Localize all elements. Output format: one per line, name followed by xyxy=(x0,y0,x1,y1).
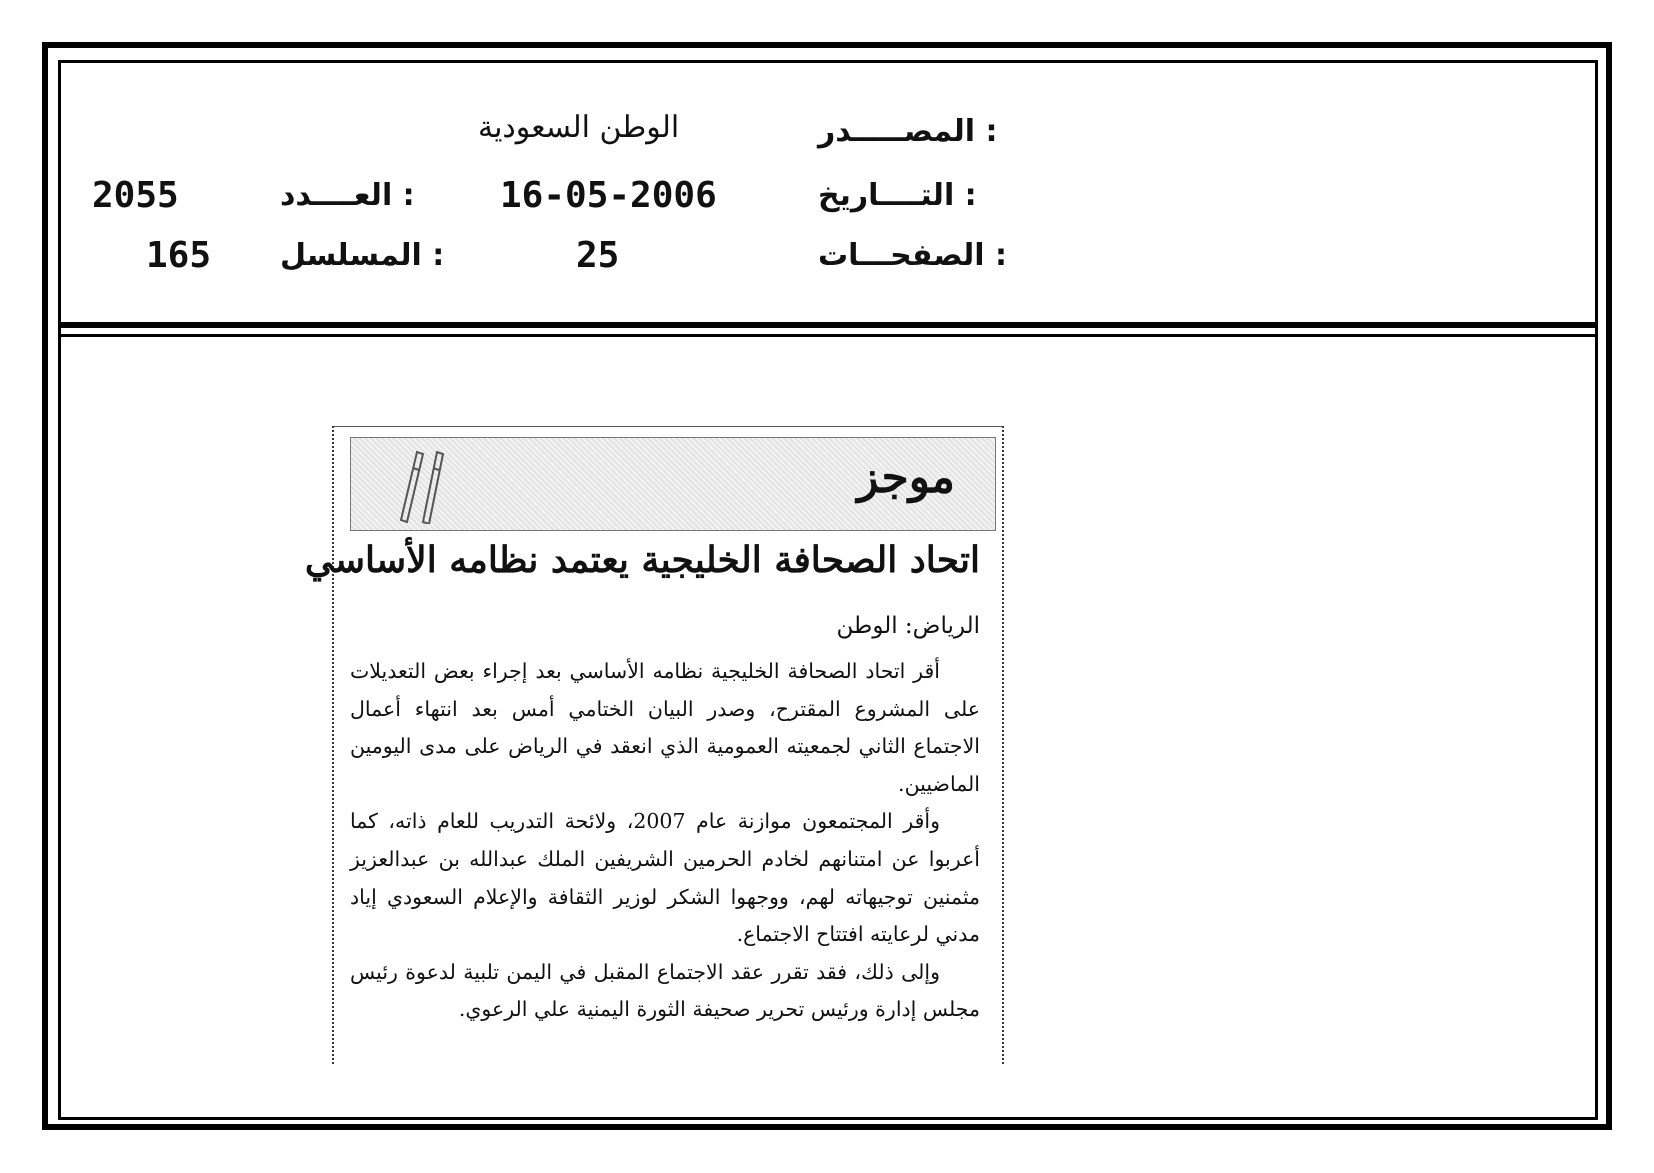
article-paragraph: وأقر المجتمعون موازنة عام 2007، ولائحة التدريب للعام ذاته، كما أعربوا عن امتنانهم لخادم الحرمين الشريفين الملك عبدالله بن عبدالعزيز مثمنين توجيهاته لهم، ووجهوا الشكر لوزير الثقافة والإعلام السعودي إياد مدني لرعايته افتتاح الاجتماع. xyxy=(350,809,980,947)
date-label: التــــاريخ : xyxy=(818,178,977,213)
article-paragraph: أقر اتحاد الصحافة الخليجية نظامه الأساسي بعد إجراء بعض التعديلات على المشروع المقترح، وصدر البيان الختامي أمس بعد انتهاء أعمال الاجتماع الثاني لجمعيته العمومية الذي انعقد في الرياض على مدى اليومين الماضيين. xyxy=(350,659,980,796)
article-dateline: الرياض: الوطن xyxy=(836,613,980,639)
source-value: الوطن السعودية xyxy=(478,110,680,145)
article-paragraph: وإلى ذلك، فقد تقرر عقد الاجتماع المقبل في اليمن تلبية لدعوة رئيس مجلس إدارة ورئيس تحرير صحيفة الثورة اليمنية علي الرعوي. xyxy=(350,959,980,1022)
date-value: 16-05-2006 xyxy=(500,175,717,216)
article-body xyxy=(350,653,980,1029)
issue-label: العــــدد : xyxy=(280,178,415,213)
header-divider-thin xyxy=(58,334,1598,337)
serial-label: المسلسل : xyxy=(280,238,445,273)
section-title: موجز xyxy=(857,452,955,503)
pages-label: الصفحـــات : xyxy=(818,238,1007,273)
section-banner xyxy=(350,437,996,531)
news-clipping xyxy=(304,426,1004,1064)
issue-value: 2055 xyxy=(92,175,179,216)
serial-value: 165 xyxy=(146,235,212,276)
pages-value: 25 xyxy=(576,235,620,276)
source-label: المصـــــدر : xyxy=(818,114,998,149)
article-headline: اتحاد الصحافة الخليجية يعتمد نظامه الأساسي xyxy=(304,539,980,581)
header-divider xyxy=(58,322,1598,328)
pen-icon xyxy=(379,448,459,524)
